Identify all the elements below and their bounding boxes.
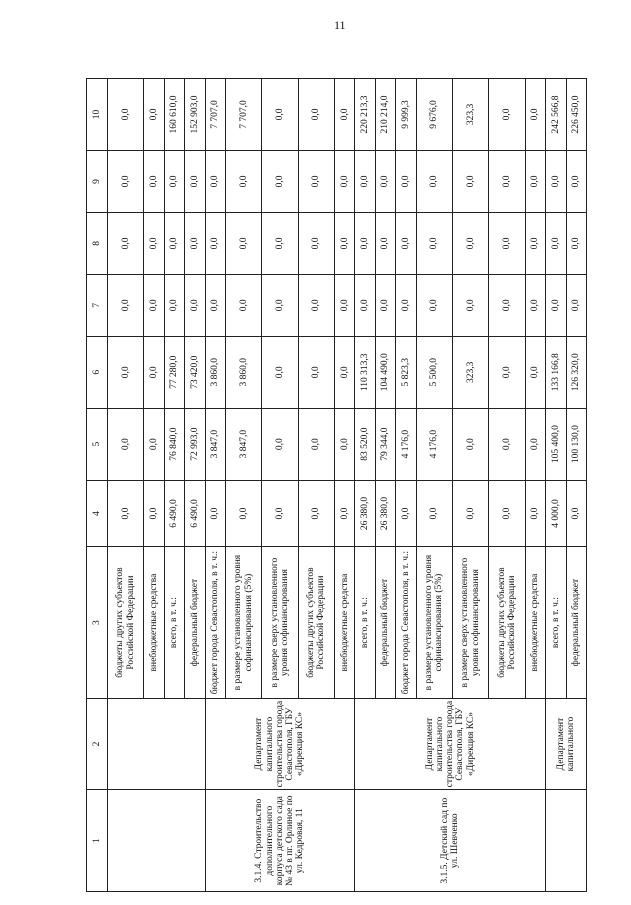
value-cell: 0,0 bbox=[226, 480, 262, 547]
value-cell: 0,0 bbox=[546, 150, 566, 212]
value-cell: 0,0 bbox=[566, 150, 587, 212]
value-cell: 0,0 bbox=[355, 212, 375, 274]
source-label: внебюджетные средства bbox=[144, 547, 164, 698]
value-cell: 242 566,8 bbox=[546, 79, 566, 151]
value-cell: 0,0 bbox=[108, 480, 144, 547]
value-cell: 0,0 bbox=[108, 274, 144, 336]
value-cell: 0,0 bbox=[144, 480, 164, 547]
value-cell: 0,0 bbox=[334, 150, 354, 212]
source-label: федеральный бюджет bbox=[375, 547, 395, 698]
value-cell: 5 500,0 bbox=[416, 336, 452, 408]
value-cell: 3 847,0 bbox=[205, 408, 225, 480]
value-cell: 323,3 bbox=[453, 336, 489, 408]
value-cell: 0,0 bbox=[205, 480, 225, 547]
value-cell: 210 214,0 bbox=[375, 79, 395, 151]
value-cell: 0,0 bbox=[334, 408, 354, 480]
value-cell: 160 610,0 bbox=[164, 79, 184, 151]
value-cell: 77 280,0 bbox=[164, 336, 184, 408]
value-cell: 0,0 bbox=[566, 212, 587, 274]
rotated-table-wrapper bbox=[86, 78, 587, 892]
value-cell: 6 490,0 bbox=[164, 480, 184, 547]
value-cell: 0,0 bbox=[144, 79, 164, 151]
value-cell: 0,0 bbox=[546, 212, 566, 274]
value-cell: 9 999,3 bbox=[396, 79, 416, 151]
value-cell: 3 860,0 bbox=[205, 336, 225, 408]
value-cell: 0,0 bbox=[144, 408, 164, 480]
value-cell: 0,0 bbox=[355, 150, 375, 212]
value-cell: 0,0 bbox=[298, 480, 334, 547]
source-label: в размере сверх установленного уровня софинансирования bbox=[453, 547, 489, 698]
table-row bbox=[108, 79, 144, 892]
item-executor: Департамент капитального строительства города Севастополя, ГБУ «Дирекция КС» bbox=[355, 698, 546, 790]
value-cell: 6 490,0 bbox=[185, 480, 205, 547]
value-cell: 0,0 bbox=[566, 274, 587, 336]
value-cell: 0,0 bbox=[334, 212, 354, 274]
value-cell: 0,0 bbox=[525, 150, 545, 212]
value-cell: 0,0 bbox=[262, 79, 298, 151]
value-cell: 0,0 bbox=[489, 480, 525, 547]
value-cell: 0,0 bbox=[525, 408, 545, 480]
value-cell: 4 176,0 bbox=[396, 408, 416, 480]
prev-item-cell bbox=[108, 790, 206, 892]
value-cell: 3 860,0 bbox=[226, 336, 262, 408]
source-label: всего, в т. ч.: bbox=[164, 547, 184, 698]
value-cell: 0,0 bbox=[525, 336, 545, 408]
value-cell: 0,0 bbox=[525, 212, 545, 274]
source-label: бюджеты других субъектов Российской Федерации bbox=[298, 547, 334, 698]
value-cell: 73 420,0 bbox=[185, 336, 205, 408]
source-label: всего, в т. ч.: bbox=[546, 547, 566, 698]
value-cell: 4 176,0 bbox=[416, 408, 452, 480]
value-cell: 4 000,0 bbox=[546, 480, 566, 547]
value-cell: 0,0 bbox=[298, 79, 334, 151]
value-cell: 0,0 bbox=[334, 480, 354, 547]
value-cell: 0,0 bbox=[262, 150, 298, 212]
value-cell: 0,0 bbox=[262, 212, 298, 274]
value-cell: 0,0 bbox=[489, 408, 525, 480]
value-cell: 0,0 bbox=[566, 480, 587, 547]
col-header: 7 bbox=[87, 274, 108, 336]
value-cell: 0,0 bbox=[298, 336, 334, 408]
value-cell: 0,0 bbox=[396, 274, 416, 336]
table-row bbox=[546, 79, 566, 892]
source-label: в размере установленного уровня софинансирования (5%) bbox=[416, 547, 452, 698]
value-cell: 0,0 bbox=[525, 79, 545, 151]
value-cell: 0,0 bbox=[205, 212, 225, 274]
item-title: 3.1.4. Строительство дополнительного корпуса детского сада № 43 в пг. Орлиное по ул. Кедровая, 11 bbox=[205, 790, 355, 892]
value-cell: 0,0 bbox=[185, 150, 205, 212]
value-cell: 0,0 bbox=[375, 274, 395, 336]
table-row bbox=[205, 79, 225, 892]
value-cell: 79 344,0 bbox=[375, 408, 395, 480]
value-cell: 0,0 bbox=[396, 480, 416, 547]
source-label: внебюджетные средства bbox=[334, 547, 354, 698]
value-cell: 0,0 bbox=[489, 150, 525, 212]
value-cell: 0,0 bbox=[205, 274, 225, 336]
value-cell: 0,0 bbox=[226, 274, 262, 336]
value-cell: 26 380,0 bbox=[375, 480, 395, 547]
value-cell: 226 450,0 bbox=[566, 79, 587, 151]
value-cell: 323,3 bbox=[453, 79, 489, 151]
value-cell: 0,0 bbox=[108, 408, 144, 480]
value-cell: 83 520,0 bbox=[355, 408, 375, 480]
source-label: федеральный бюджет bbox=[185, 547, 205, 698]
value-cell: 0,0 bbox=[164, 212, 184, 274]
value-cell: 0,0 bbox=[416, 274, 452, 336]
source-label: федеральный бюджет bbox=[566, 547, 587, 698]
value-cell: 26 380,0 bbox=[355, 480, 375, 547]
source-label: в размере сверх установленного уровня софинансирования bbox=[262, 547, 298, 698]
source-label: внебюджетные средства bbox=[525, 547, 545, 698]
item-title: 3.1.5. Детский сад по ул. Шевченко bbox=[355, 790, 546, 892]
col-header: 5 bbox=[87, 408, 108, 480]
value-cell: 0,0 bbox=[489, 336, 525, 408]
col-header: 2 bbox=[87, 698, 108, 790]
value-cell: 0,0 bbox=[416, 480, 452, 547]
value-cell: 0,0 bbox=[205, 150, 225, 212]
page-number: 11 bbox=[334, 18, 346, 32]
value-cell: 0,0 bbox=[453, 480, 489, 547]
value-cell: 0,0 bbox=[453, 274, 489, 336]
next-item-cell bbox=[546, 790, 587, 892]
col-header: 8 bbox=[87, 212, 108, 274]
funding-table bbox=[86, 78, 587, 892]
value-cell: 0,0 bbox=[416, 150, 452, 212]
value-cell: 0,0 bbox=[489, 79, 525, 151]
source-label: всего, в т. ч.: bbox=[355, 547, 375, 698]
source-label: бюджет города Севастополя, в т. ч.: bbox=[205, 547, 225, 698]
value-cell: 0,0 bbox=[546, 274, 566, 336]
value-cell: 0,0 bbox=[453, 150, 489, 212]
value-cell: 0,0 bbox=[144, 336, 164, 408]
value-cell: 0,0 bbox=[453, 408, 489, 480]
value-cell: 0,0 bbox=[262, 274, 298, 336]
value-cell: 7 707,0 bbox=[205, 79, 225, 151]
col-header: 6 bbox=[87, 336, 108, 408]
value-cell: 0,0 bbox=[396, 212, 416, 274]
value-cell: 0,0 bbox=[164, 274, 184, 336]
value-cell: 0,0 bbox=[185, 274, 205, 336]
value-cell: 105 400,0 bbox=[546, 408, 566, 480]
value-cell: 0,0 bbox=[489, 212, 525, 274]
col-header: 1 bbox=[87, 790, 108, 892]
col-header: 9 bbox=[87, 150, 108, 212]
source-label: бюджеты других субъектов Российской Федерации bbox=[489, 547, 525, 698]
value-cell: 0,0 bbox=[226, 212, 262, 274]
value-cell: 0,0 bbox=[355, 274, 375, 336]
value-cell: 0,0 bbox=[453, 212, 489, 274]
item-executor: Департамент капитального строительства города Севастополя, ГБУ «Дирекция КС» bbox=[205, 698, 355, 790]
value-cell: 133 166,8 bbox=[546, 336, 566, 408]
value-cell: 0,0 bbox=[334, 79, 354, 151]
prev-executor-cell bbox=[108, 698, 206, 790]
value-cell: 110 313,3 bbox=[355, 336, 375, 408]
value-cell: 0,0 bbox=[334, 274, 354, 336]
value-cell: 100 130,0 bbox=[566, 408, 587, 480]
value-cell: 0,0 bbox=[334, 336, 354, 408]
value-cell: 0,0 bbox=[144, 150, 164, 212]
value-cell: 0,0 bbox=[108, 150, 144, 212]
value-cell: 5 823,3 bbox=[396, 336, 416, 408]
value-cell: 72 993,0 bbox=[185, 408, 205, 480]
item-executor: Департамент капитального bbox=[546, 698, 587, 790]
value-cell: 76 840,0 bbox=[164, 408, 184, 480]
value-cell: 0,0 bbox=[375, 150, 395, 212]
value-cell: 104 490,0 bbox=[375, 336, 395, 408]
value-cell: 0,0 bbox=[144, 212, 164, 274]
value-cell: 0,0 bbox=[396, 150, 416, 212]
value-cell: 0,0 bbox=[185, 212, 205, 274]
col-header: 4 bbox=[87, 480, 108, 547]
value-cell: 0,0 bbox=[525, 480, 545, 547]
value-cell: 7 707,0 bbox=[226, 79, 262, 151]
value-cell: 220 213,3 bbox=[355, 79, 375, 151]
value-cell: 0,0 bbox=[298, 212, 334, 274]
value-cell: 0,0 bbox=[489, 274, 525, 336]
value-cell: 0,0 bbox=[525, 274, 545, 336]
value-cell: 0,0 bbox=[298, 274, 334, 336]
value-cell: 0,0 bbox=[262, 408, 298, 480]
col-header: 10 bbox=[87, 79, 108, 151]
value-cell: 0,0 bbox=[375, 212, 395, 274]
value-cell: 0,0 bbox=[164, 150, 184, 212]
value-cell: 152 903,0 bbox=[185, 79, 205, 151]
source-label: в размере установленного уровня софинансирования (5%) bbox=[226, 547, 262, 698]
table-row bbox=[355, 79, 375, 892]
value-cell: 0,0 bbox=[144, 274, 164, 336]
header-row bbox=[87, 79, 108, 892]
value-cell: 0,0 bbox=[416, 212, 452, 274]
value-cell: 0,0 bbox=[262, 480, 298, 547]
value-cell: 3 847,0 bbox=[226, 408, 262, 480]
value-cell: 0,0 bbox=[298, 150, 334, 212]
value-cell: 9 676,0 bbox=[416, 79, 452, 151]
value-cell: 0,0 bbox=[108, 212, 144, 274]
value-cell: 126 320,0 bbox=[566, 336, 587, 408]
value-cell: 0,0 bbox=[298, 408, 334, 480]
source-label: бюджеты других субъектов Российской Федерации bbox=[108, 547, 144, 698]
source-label: бюджет города Севастополя, в т. ч.: bbox=[396, 547, 416, 698]
value-cell: 0,0 bbox=[108, 79, 144, 151]
value-cell: 0,0 bbox=[108, 336, 144, 408]
col-header: 3 bbox=[87, 547, 108, 698]
value-cell: 0,0 bbox=[226, 150, 262, 212]
value-cell: 0,0 bbox=[262, 336, 298, 408]
